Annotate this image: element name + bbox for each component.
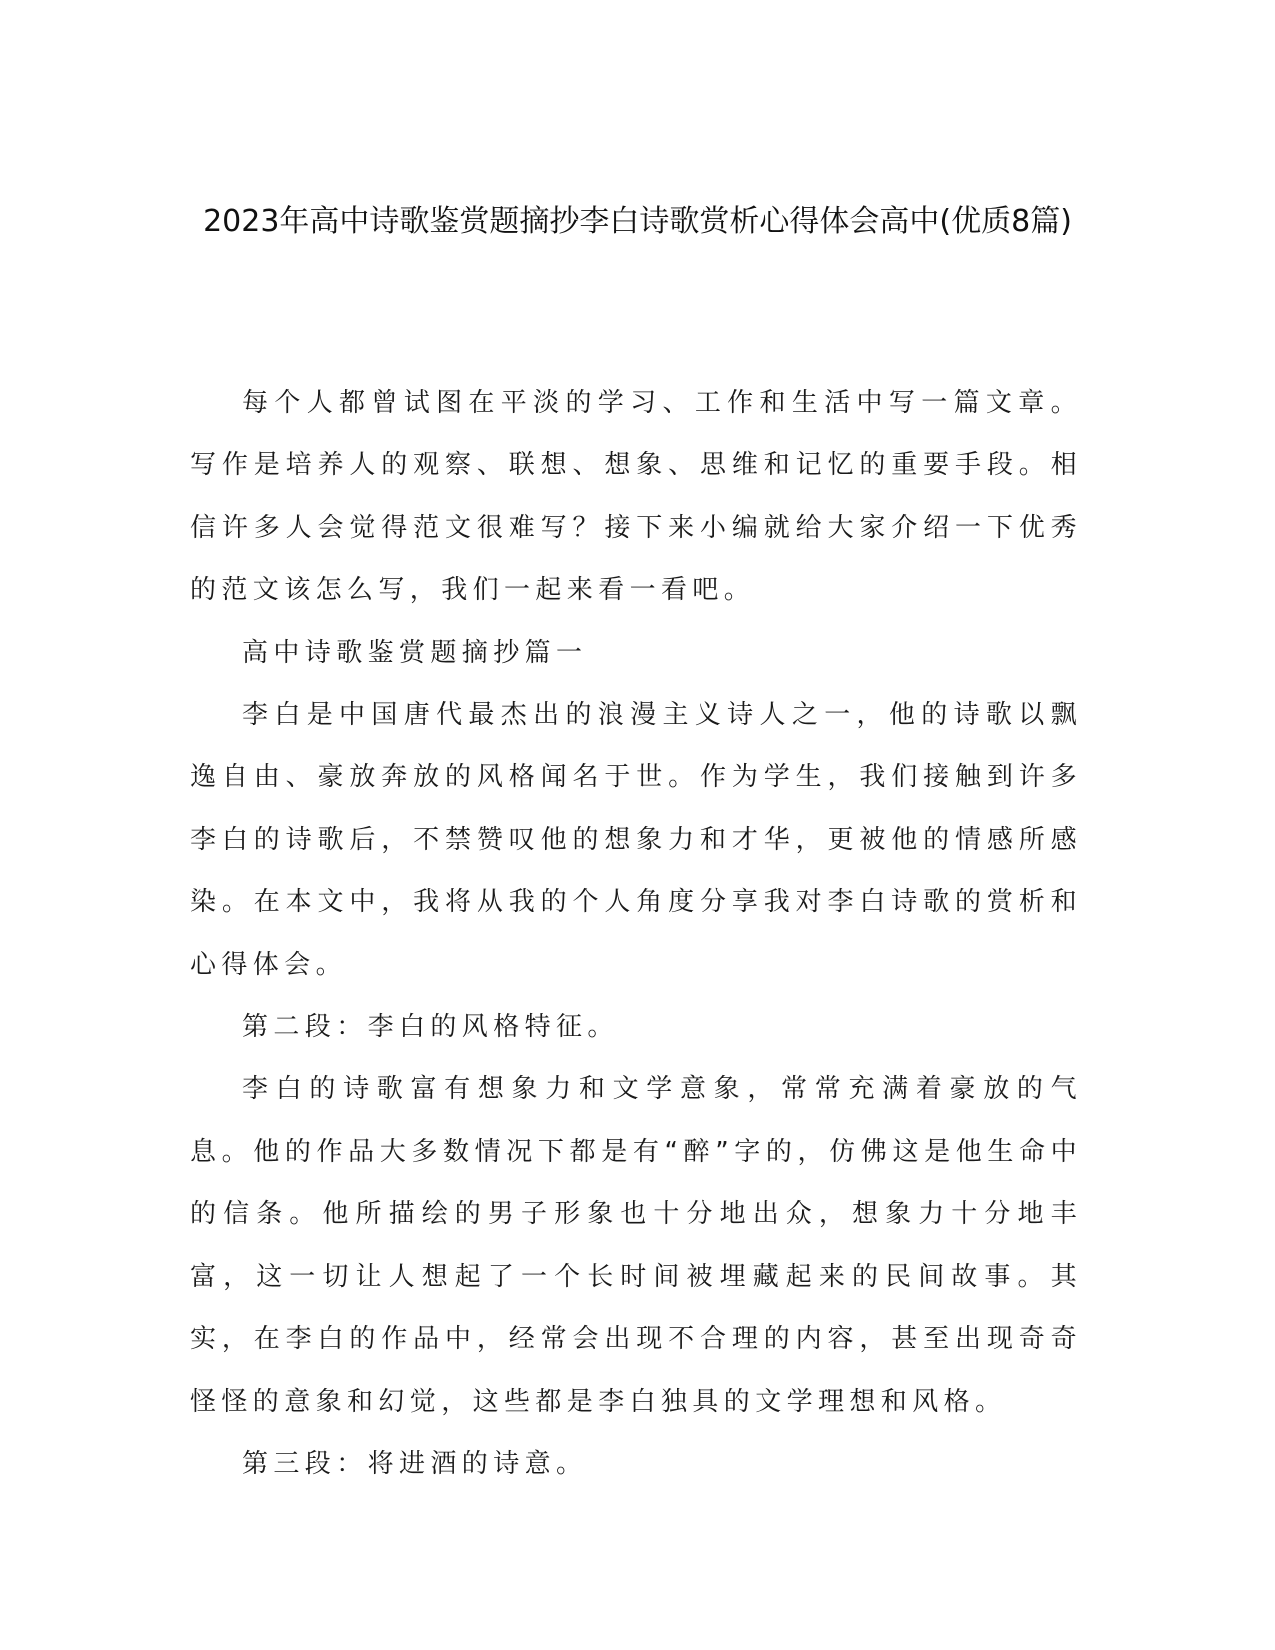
- body-paragraph-1: 李白是中国唐代最杰出的浪漫主义诗人之一，他的诗歌以飘逸自由、豪放奔放的风格闻名于世。作为学生，我们接触到许多李白的诗歌后，不禁赞叹他的想象力和才华，更被他的情感所感染。在本文中，我将从我的个人角度分享我对李白诗歌的赏析和心得体会。: [190, 700, 1082, 980]
- document-title: 2023年高中诗歌鉴赏题摘抄李白诗歌赏析心得体会高中(优质8篇): [203, 204, 1072, 239]
- body-paragraph-2: 李白的诗歌富有想象力和文学意象，常常充满着豪放的气息。他的作品大多数情况下都是有“醉”字的，仿佛这是他生命中的信条。他所描绘的男子形象也十分地出众，想象力十分地丰富，这一切让人想起了一个长时间被埋藏起来的民间故事。其实，在李白的作品中，经常会出现不合理的内容，甚至出现奇奇怪怪的意象和幻觉，这些都是李白独具的文学理想和风格。: [190, 1074, 1082, 1417]
- section-heading-2: 第二段：李白的风格特征。: [242, 1012, 619, 1043]
- section-heading-3: 第三段：将进酒的诗意。: [242, 1448, 588, 1479]
- section-heading-1: 高中诗歌鉴赏题摘抄篇一: [242, 637, 588, 668]
- intro-paragraph: 每个人都曾试图在平淡的学习、工作和生活中写一篇文章。写作是培养人的观察、联想、想象、思维和记忆的重要手段。相信许多人会觉得范文很难写？接下来小编就给大家介绍一下优秀的范文该怎么写，我们一起来看一看吧。: [190, 388, 1082, 606]
- document-body: [190, 372, 1082, 1495]
